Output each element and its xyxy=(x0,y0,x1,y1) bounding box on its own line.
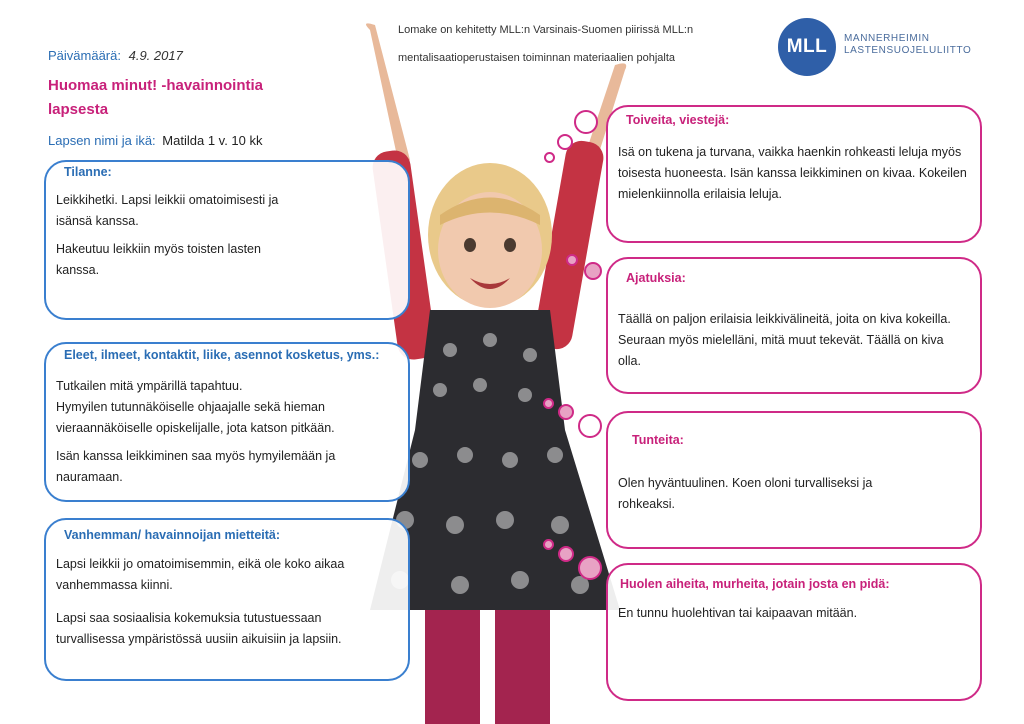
date-row xyxy=(48,48,183,63)
box-tunteita xyxy=(606,411,982,549)
date-value: 4.9. 2017 xyxy=(128,48,183,63)
box-line: En tunnu huolehtivan tai kaipaavan mitään. xyxy=(618,606,858,620)
box-body xyxy=(56,554,376,657)
box-title: Tilanne: xyxy=(60,165,116,179)
logo-line-2: LASTENSUOJELULIITTO xyxy=(844,45,972,56)
box-line: Täällä on paljon erilaisia leikkivälineitä, joita on kiva kokeilla. Seuraan myös mielelläni, mitä muut tekevät. Täällä on kiva olla. xyxy=(618,312,951,368)
box-body xyxy=(618,142,968,212)
box-body xyxy=(618,309,968,379)
thought-bubble xyxy=(574,110,598,134)
thought-bubble xyxy=(566,254,578,266)
box-line: Olen hyväntuulinen. Koen oloni turvalliseksi ja rohkeaksi. xyxy=(618,476,873,511)
box-line: Isä on tukena ja turvana, vaikka haenkin rohkeasti leluja myös toisesta huoneesta. Isän kanssa leikkiminen on kivaa. Kokeilen mielenkiinnolla erilaisia leluja. xyxy=(618,145,967,201)
thought-bubble xyxy=(584,262,602,280)
box-tilanne xyxy=(44,160,410,320)
thought-bubble xyxy=(558,404,574,420)
box-mietteita xyxy=(44,518,410,681)
box-ajatuksia xyxy=(606,257,982,394)
box-line: Leikkihetki. Lapsi leikkii omatoimisesti ja isänsä kanssa. xyxy=(56,193,279,228)
box-line: Hymyilen tutunnäköiselle ohjaajalle sekä hieman vieraannäköiselle opiskelijalle, jota katson pitkään. xyxy=(56,400,335,435)
box-line: Tutkailen mitä ympärillä tapahtuu. xyxy=(56,379,243,393)
name-label: Lapsen nimi ja ikä: xyxy=(48,133,156,148)
name-value: Matilda 1 v. 10 kk xyxy=(162,133,263,148)
box-title: Vanhemman/ havainnoijan mietteitä: xyxy=(60,528,284,542)
box-line: Hakeutuu leikkiin myös toisten lasten kanssa. xyxy=(56,242,261,277)
name-row xyxy=(48,133,263,148)
box-line: Lapsi saa sosiaalisia kokemuksia tutustuessaan turvallisessa ympäristössä uusiin aikuisiin ja lapsiin. xyxy=(56,611,342,646)
thought-bubble xyxy=(543,539,554,550)
logo-line-1: MANNERHEIMIN xyxy=(844,33,930,44)
date-label: Päivämäärä: xyxy=(48,48,121,63)
thought-bubble xyxy=(558,546,574,562)
thought-bubble xyxy=(557,134,573,150)
thought-bubble xyxy=(578,556,602,580)
mll-logo-mark: MLL xyxy=(778,18,836,76)
box-body xyxy=(618,473,918,522)
form-title: Huomaa minut! -havainnointia lapsesta xyxy=(48,77,264,118)
box-title: Toiveita, viestejä: xyxy=(622,113,733,127)
credit-line-2: mentalisaatioperustaisen toiminnan materiaalien pohjalta xyxy=(398,52,675,64)
box-title: Eleet, ilmeet, kontaktit, liike, asennot kosketus, yms.: xyxy=(60,348,383,362)
mll-logo-text xyxy=(844,33,971,57)
box-line: Isän kanssa leikkiminen saa myös hymyilemään ja nauramaan. xyxy=(56,449,336,484)
box-toiveita xyxy=(606,105,982,243)
box-body xyxy=(618,603,968,631)
thought-bubble xyxy=(544,152,555,163)
box-eleet xyxy=(44,342,410,502)
box-body xyxy=(56,376,396,495)
box-title: Huolen aiheita, murheita, jotain josta en pidä: xyxy=(616,577,893,591)
box-huolen-aiheita xyxy=(606,563,982,701)
credit-text xyxy=(398,16,728,72)
box-title: Tunteita: xyxy=(628,433,688,447)
credit-line-1: Lomake on kehitetty MLL:n Varsinais-Suomen piirissä MLL:n xyxy=(398,24,694,36)
box-body xyxy=(56,190,306,288)
box-title: Ajatuksia: xyxy=(622,271,690,285)
box-line: Lapsi leikkii jo omatoimisemmin, eikä ole koko aikaa vanhemmassa kiinni. xyxy=(56,557,345,592)
thought-bubble xyxy=(578,414,602,438)
thought-bubble xyxy=(543,398,554,409)
